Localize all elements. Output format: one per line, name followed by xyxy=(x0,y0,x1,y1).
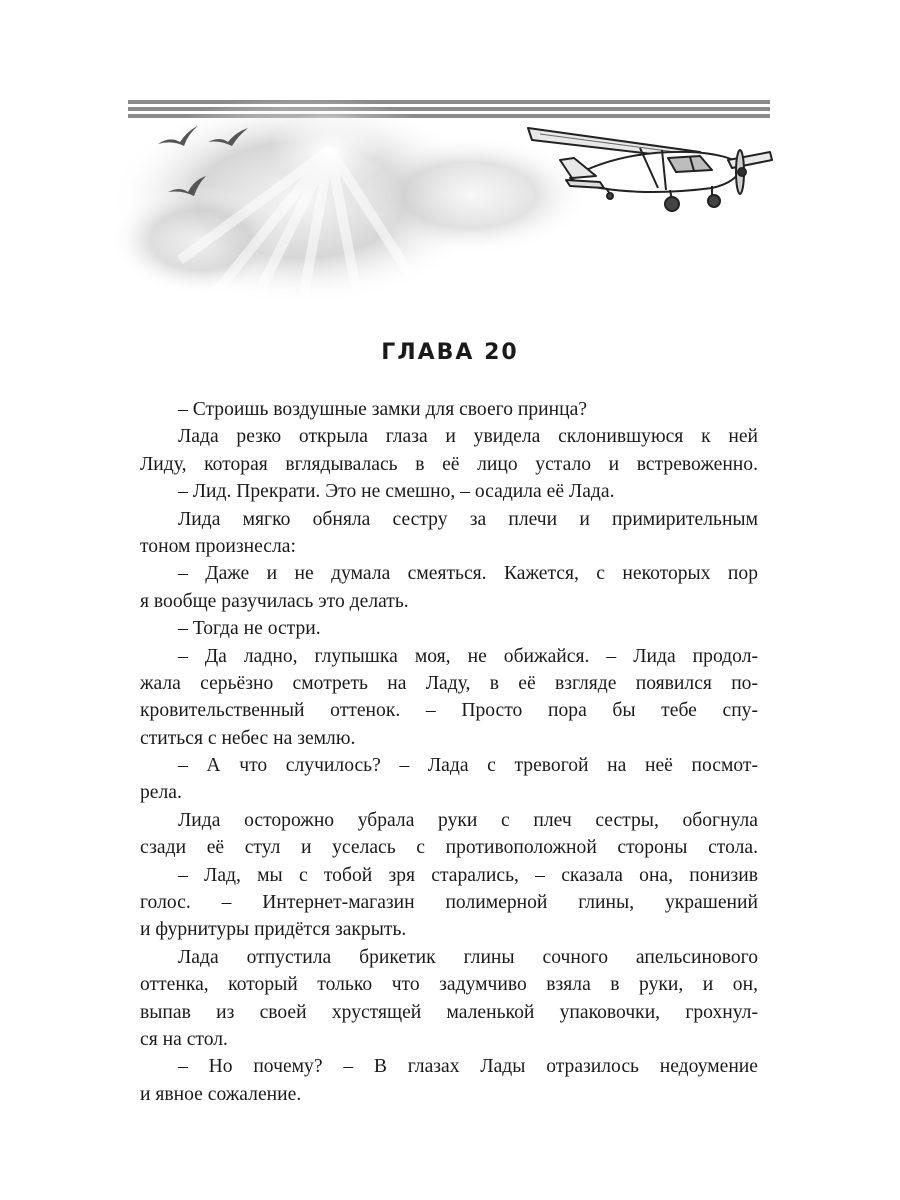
text-line: – Лид. Прекрати. Это не смешно, – осадила её Лада. xyxy=(178,481,615,503)
body-text xyxy=(140,396,758,1108)
sunburst-icon xyxy=(110,95,590,315)
chapter-header-illustration xyxy=(0,0,900,320)
text-line: жала серьёзно смотреть на Ладу, в её взгляде появился по- xyxy=(140,672,758,694)
text-line: – Но почему? – В глазах Лады отразилось недоумение xyxy=(178,1056,758,1078)
text-line: Лада отпустила брикетик глины сочного апельсинового xyxy=(178,946,758,968)
text-line: кровительственный оттенок. – Просто пора бы тебе спу- xyxy=(140,700,758,722)
text-line: рела. xyxy=(140,782,182,804)
text-line: ститься с небес на землю. xyxy=(140,727,356,749)
text-line: – Строишь воздушные замки для своего принца? xyxy=(178,399,588,420)
text-line: Лида осторожно убрала руки с плеч сестры, обогнула xyxy=(178,809,758,831)
chapter-title: ГЛАВА 20 xyxy=(381,340,519,365)
text-line: Лиду, которая вглядывалась в её лицо устало и встревоженно. xyxy=(140,453,758,475)
text-line: – А что случилось? – Лада с тревогой на неё посмот- xyxy=(178,755,758,777)
text-line: – Тогда не остри. xyxy=(178,618,321,640)
text-line: сзади её стул и уселась с противоположной стороны стола. xyxy=(140,837,758,859)
text-line: и фурнитуры придётся закрыть. xyxy=(140,919,407,941)
text-line: – Лад, мы с тобой зря старались, – сказала она, понизив xyxy=(178,864,758,886)
text-line: Лида мягко обняла сестру за плечи и примирительным xyxy=(178,508,758,530)
text-line: – Даже и не думала смеяться. Кажется, с некоторых пор xyxy=(178,563,758,585)
text-line: выпав из своей хрустящей маленькой упаковочки, грохнул- xyxy=(140,1001,758,1023)
text-line: голос. – Интернет-магазин полимерной глины, украшений xyxy=(140,892,758,914)
text-line: и явное сожаление. xyxy=(140,1083,302,1105)
text-line: ся на стол. xyxy=(140,1028,228,1050)
text-line: Лада резко открыла глаза и увидела склонившуюся к ней xyxy=(178,426,758,448)
text-line: – Да ладно, глупышка моя, не обижайся. – Лида продол- xyxy=(178,645,758,667)
text-line: оттенка, который только что задумчиво взяла в руки, и он, xyxy=(140,974,758,996)
text-line: я вообще разучилась это делать. xyxy=(140,590,409,612)
text-line: тоном произнесла: xyxy=(140,535,296,557)
